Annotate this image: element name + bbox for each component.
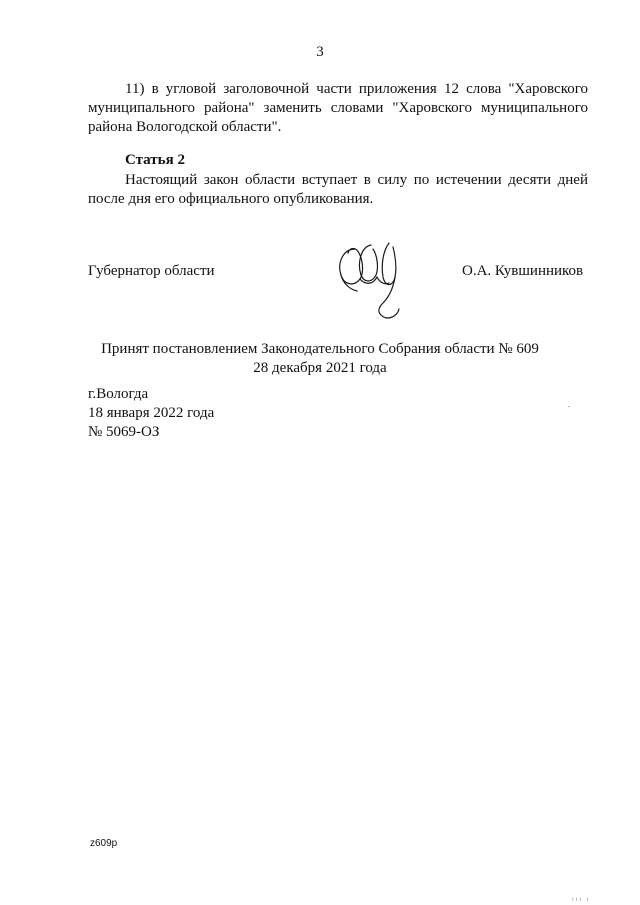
article-2-title: Статья 2 (125, 152, 185, 168)
city: г.Вологда (88, 386, 149, 402)
signature-image (333, 237, 411, 327)
adoption-line-2: 28 декабря 2021 года (253, 360, 387, 376)
governor-position: Губернатор области (88, 263, 215, 279)
scan-marks: ııı ı (572, 897, 591, 903)
adoption-line-1: Принят постановлением Законодательного Собрания области № 609 (101, 341, 539, 357)
governor-name: О.А. Кувшинников (462, 263, 584, 279)
article-2-text: Настоящий закон области вступает в силу по истечении десяти дней после дня его официального опубликования. (88, 172, 588, 207)
document-code: z609p (90, 838, 118, 849)
item-11-paragraph (88, 80, 588, 137)
article-2-paragraph (88, 171, 588, 209)
item-11-text: 11) в угловой заголовочной части приложения 12 слова "Харовского муниципального района" заменить словами "Харовского муниципального района Вологодской области". (88, 81, 588, 135)
scan-artifact (568, 406, 570, 407)
place-date-number-block (88, 385, 214, 442)
law-number: № 5069-ОЗ (88, 424, 160, 440)
signing-date: 18 января 2022 года (88, 405, 215, 421)
adoption-block (0, 340, 640, 378)
page-number: 3 (316, 44, 324, 60)
